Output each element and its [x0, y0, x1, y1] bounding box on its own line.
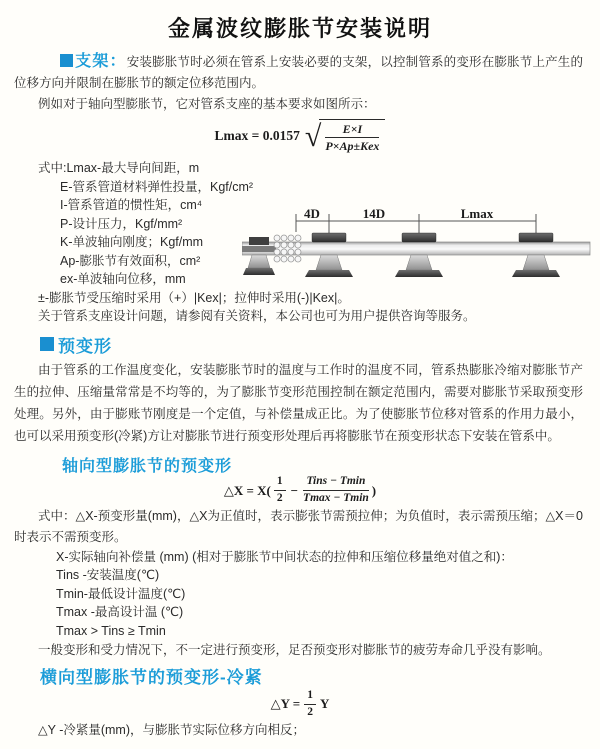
variable-line: K-单波轴向刚度；Kgf/mm [60, 235, 204, 249]
axial-definitions [56, 548, 600, 641]
section-marker-icon [60, 54, 73, 67]
half-fraction: $\frac{1}{2}$ [274, 475, 286, 506]
page-title: 金属波纹膨胀节安装说明 [167, 16, 432, 41]
dim-label-14d: 14D [362, 206, 386, 221]
variable-line: E-管系管道材料弹性投量，Kgf/cm² [60, 179, 254, 194]
definition-line: Tmax > Tins ≥ Tmin [56, 623, 166, 638]
formula-radicand [319, 119, 385, 154]
temperature-fraction: $\frac{\text{Tins − Tmin}}{Tmax - Tmin}$ [303, 475, 369, 504]
predeform-section-heading [40, 332, 600, 357]
axial-note: 一般变形和受力情况下，不一定进行预变形，足否预变形对膨胀节的疲劳寿命几乎没有影响。 [38, 643, 551, 657]
formula-lhs: △X = X( [223, 482, 271, 498]
axial-explain: 式中：△X-预变形量(mm)，△X为正值时，表示膨张节需预拉伸；为负值时，表示需预压缩；△X＝0时表示不需预变形。 [14, 508, 583, 544]
variable-line: P-设计压力，Kgf/mm² [60, 216, 183, 231]
axial-formula [0, 476, 600, 506]
lateral-line: △Y -冷紧量(mm)，与膨胀节实际位移方向相反； [38, 723, 306, 737]
fraction-denominator: P×Ap±Kex [325, 139, 380, 153]
definition-line: X-实际轴向补偿量 (mm) (相对于膨胀节中间状态的拉伸和压缩位移量绝对值之和)： [56, 549, 513, 564]
definition-line: Tins -安装温度(℃) [56, 568, 160, 582]
support-section-heading [60, 55, 127, 69]
predeform-heading-label: 预变形 [58, 336, 112, 356]
formula-rhs: Y [319, 696, 330, 711]
definition-line: Tmax -最高设计温 (℃) [56, 605, 184, 619]
variable-line: ex-单波轴向位移，mm [60, 272, 186, 286]
variable-line: 式中:Lmax-最大导向间距，m [38, 161, 200, 175]
variable-definitions [38, 159, 600, 326]
definition-line: Tmin-最低设计温度(℃) [56, 586, 186, 601]
lmax-formula: Lmax = 0.0157 √ $\frac{E\times I}{\text{P×Ap±Kex}}$ [0, 119, 600, 153]
dim-label-lmax: Lmax [460, 206, 494, 221]
section-marker-icon [40, 337, 54, 351]
minus-operator: − [290, 482, 299, 498]
support-heading-label: 支架： [75, 53, 127, 70]
dim-label-4d: 4D [304, 206, 320, 221]
formula-close-paren: ) [371, 482, 377, 498]
axial-subheading: 轴向型膨胀节的预变形 [62, 457, 233, 475]
lateral-subheading: 横向型膨胀节的预变形-冷紧 [40, 668, 263, 687]
variable-line: I-管系管道的惯性矩，cm⁴ [60, 198, 203, 212]
formula-lhs: △Y = [270, 696, 301, 711]
formula-fraction [325, 122, 379, 154]
variable-line: Ap-膨胀节有效面积，cm² [60, 253, 201, 268]
support-intro-text: 安装膨胀节时必须在管系上安装必要的支架，以控制管系的变形在膨胀节上产生的位移方向并限制在膨胀节的额定位移范围内。 [14, 55, 583, 90]
document-page [0, 12, 600, 749]
variable-line: ±-膨胀节受压缩时采用（+）|Kex|；拉伸时采用(-)|Kex|。 [38, 290, 350, 305]
formula-lhs: Lmax = 0.0157 [214, 128, 300, 143]
fraction-numerator: E×I [325, 122, 379, 138]
support-intro-paragraph [14, 51, 583, 94]
variable-line: 关于管系支座设计问题，请参阅有关资料，本公司也可为用户提供咨询等服务。 [38, 309, 476, 323]
half-fraction: $\frac{1}{2}$ [304, 689, 316, 720]
lateral-formula [0, 690, 600, 718]
predeform-paragraph: 由于管系的工作温度变化，安装膨胀节时的温度与工作时的温度不同，管系热膨胀冷缩对膨胀节产生的拉伸、压缩量常常是不均等的，为了膨胀节变形范围控制在额定范围内，需要对膨胀节采取预变形处理。另外，由于膨账节刚度是一个定值，与补偿量成正比。为了使膨胀节位移对管系的作用力最小，也可以采用预变形(冷紧)方让对膨胀节进行预变形处理后再将膨胀节在预变形状态下安装在管系中。 [14, 362, 583, 443]
support-example-line: 例如对于轴向型膨胀节，它对管系支座的基本要求如图所示： [38, 97, 376, 111]
